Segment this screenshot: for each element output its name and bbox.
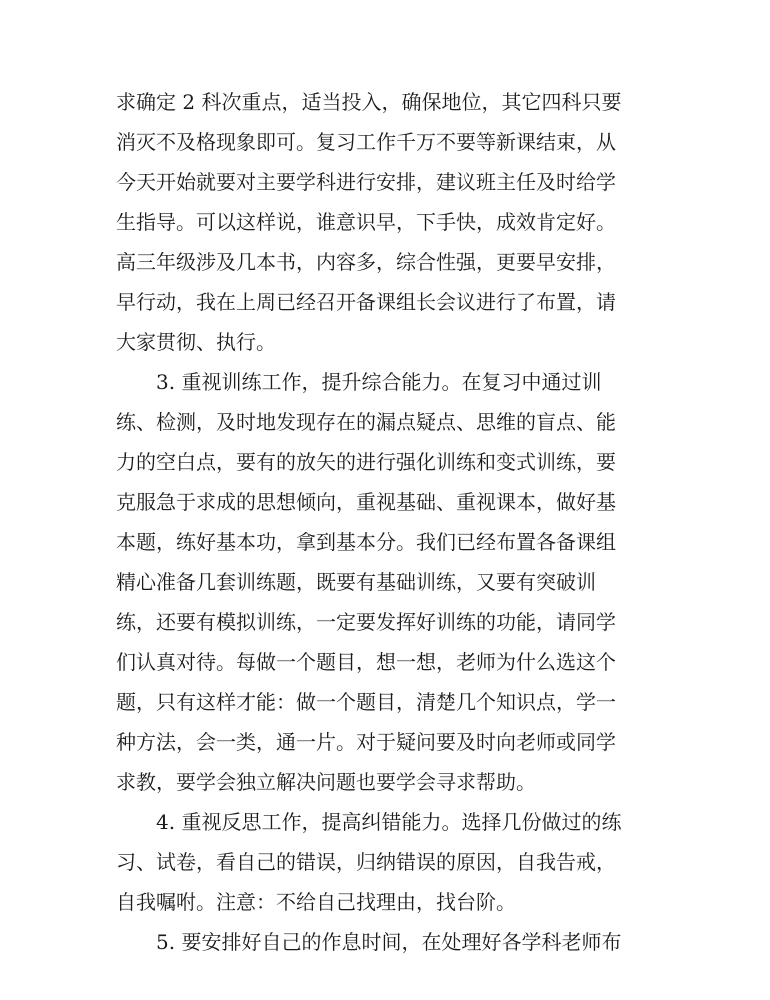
text-line: 们认真对待。每做一个题目，想一想，老师为什么选这个 [116,650,616,674]
text-line: 种方法，会一类，通一片。对于疑问要及时向老师或同学 [116,730,616,754]
text-line: 习、试卷，看自己的错误，归纳错误的原因，自我告戒， [116,850,616,874]
text-line: 大家贯彻、执行。 [116,330,276,354]
text-line: 练，还要有模拟训练，一定要发挥好训练的功能，请同学 [116,610,616,634]
text-line: 求确定 2 科次重点，适当投入，确保地位，其它四科只要 [116,90,622,114]
text-line: 生指导。可以这样说，谁意识早，下手快，成效肯定好。 [116,210,616,234]
text-line: 精心准备几套训练题，既要有基础训练，又要有突破训 [116,570,596,594]
text-line: 求教，要学会独立解决问题也要学会寻求帮助。 [116,770,536,794]
text-line: 今天开始就要对主要学科进行安排，建议班主任及时给学 [116,170,616,194]
text-line: 题，只有这样才能：做一个题目，清楚几个知识点，学一 [116,690,616,714]
text-line: 自我嘱咐。注意：不给自己找理由，找台阶。 [116,890,516,914]
text-line: 练、检测，及时地发现存在的漏点疑点、思维的盲点、能 [116,410,616,434]
text-line: 消灭不及格现象即可。复习工作千万不要等新课结束，从 [116,130,616,154]
text-line: 早行动，我在上周已经召开备课组长会议进行了布置，请 [116,290,616,314]
text-line: 克服急于求成的思想倾向，重视基础、重视课本，做好基 [116,490,616,514]
text-line: 高三年级涉及几本书，内容多，综合性强，更要早安排， [116,250,616,274]
body-text [116,82,660,962]
text-line: 5. 要安排好自己的作息时间，在处理好各学科老师布 [116,930,622,954]
text-line: 力的空白点，要有的放矢的进行强化训练和变式训练，要 [116,450,616,474]
text-line: 3. 重视训练工作，提升综合能力。在复习中通过训 [116,370,602,394]
text-line: 4. 重视反思工作，提高纠错能力。选择几份做过的练 [116,810,622,834]
text-line: 本题，练好基本功，拿到基本分。我们已经布置各备课组 [116,530,616,554]
